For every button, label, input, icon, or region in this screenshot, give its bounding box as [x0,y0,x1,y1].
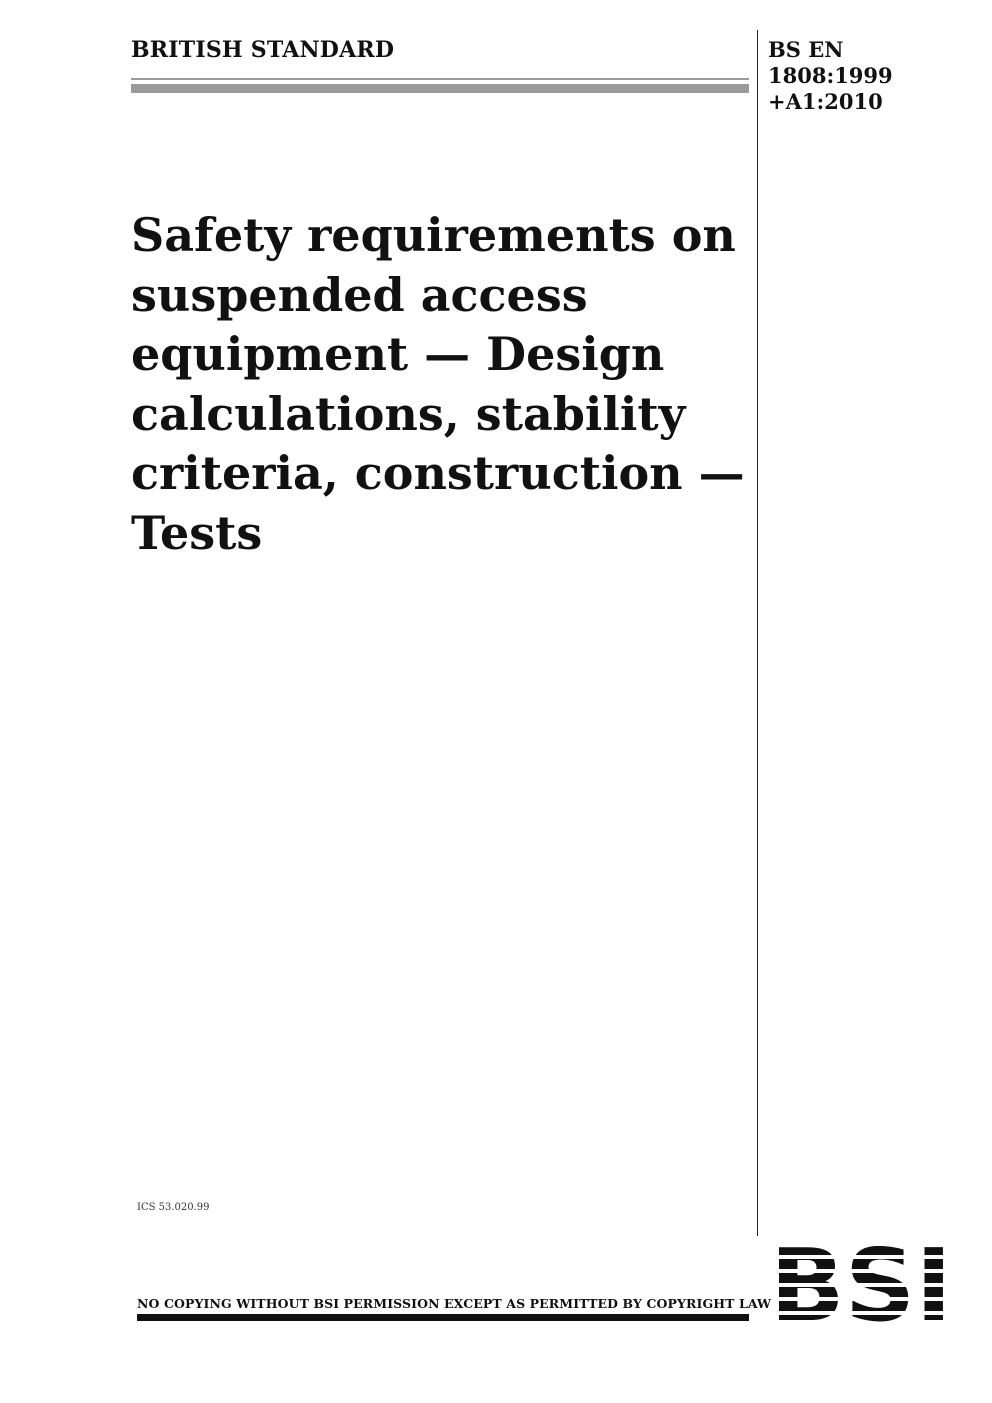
title-line: Safety requirements on [131,208,736,262]
title-line: Tests [131,505,263,560]
title-line: criteria, construction — [131,446,745,500]
document-title [131,206,746,563]
title-line: suspended access [131,267,588,322]
title-line: equipment — Design [131,327,665,381]
footer-rule [137,1314,749,1321]
copyright-notice: NO COPYING WITHOUT BSI PERMISSION EXCEPT AS PERMITTED BY COPYRIGHT LAW [137,1296,772,1311]
bsi-logo: BSI [772,1246,950,1324]
ics-code: ICS 53.020.99 [137,1202,210,1213]
standard-number-line: BS EN [768,37,844,62]
standard-number-line: 1808:1999 [768,63,893,88]
header-rule-thick [131,84,749,93]
standard-number-line: +A1:2010 [768,89,883,114]
vertical-divider [757,30,758,1236]
standard-number [768,37,918,115]
title-line: calculations, stability [131,386,686,441]
header-rule-thin [131,78,749,80]
document-type-label: BRITISH STANDARD [131,37,395,63]
